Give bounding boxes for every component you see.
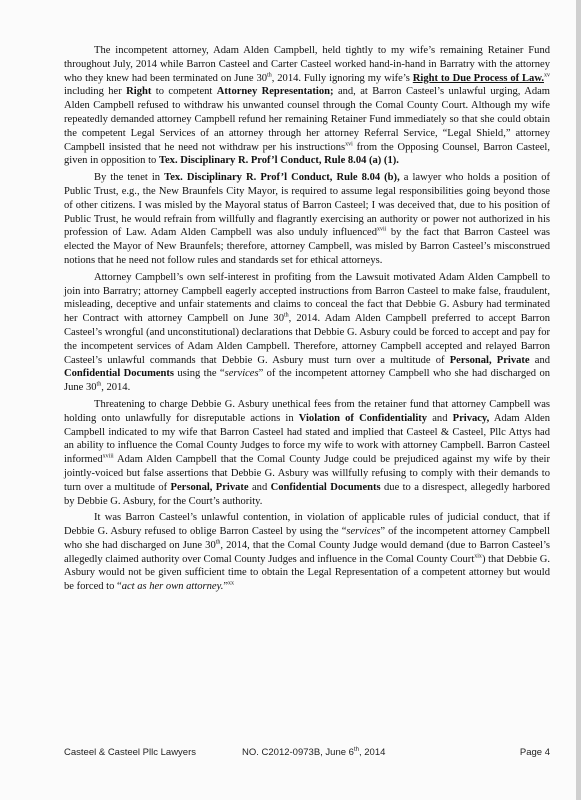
footer-case-number: NO. C2012-0973B, June 6th, 2014 <box>242 746 386 758</box>
paragraph-3: Attorney Campbell’s own self-interest in profiting from the Lawsuit motivated Adam Alden Campbell to join into Barratry; attorney Campbell eagerly accepted instructions from Barron Casteel to make false, fraudulent, misleading, deceptive and unfair statements and claims to conceal the fact that Debbie G. Asbury had terminated her Contract with attorney Campbell on June 30th, 2014. Adam Alden Campbell preferred to accept Barron Casteel’s wrongful (and unconstitutional) declarations that Debbie G. Asbury could be forced to accept and pay for the incompetent services of Adam Alden Campbell. Therefore, attorney Campbell accepted and relayed Barron Casteel’s unlawful commands that Debbie G. Asbury must turn over a multitude of Personal, Private and Confidential Documents using the “services” of the incompetent attorney Campbell who she had discharged on June 30th, 2014. <box>64 271 551 394</box>
footer-page-number: Page 4 <box>519 747 550 758</box>
paragraph-1: The incompetent attorney, Adam Alden Campbell, held tightly to my wife’s remaining Retainer Fund throughout July, 2014 while Barron Casteel and Carter Casteel worked hand-in-hand in Barratry with the attorney who they knew had been terminated on June 30th, 2014. Fully ignoring my wife’s Right to Due Process of Law.$^{xv}$ including her Right to competent Attorney Representation; and, at Barron Casteel’s unlawful urging, Adam Alden Campbell refused to withdraw his unwanted counsel through the Comal County Court. Although my wife repeatedly demanded attorney Campbell refund her remaining Retainer Fund immediately so that she could obtain the competent Legal Services of an attorney through her attorney Referral Service, “Legal Shield,” attorney Campbell insisted that he need not withdraw per his instructions$^{xvi}$ from the Opposing Counsel, Barron Casteel, given in opposition to Tex. Disciplinary R. Prof’l Conduct, Rule 8.04 (a) (1). <box>64 45 551 167</box>
document-body <box>64 44 550 597</box>
scan-edge <box>576 0 581 800</box>
paragraph-5: It was Barron Casteel’s unlawful contention, in violation of applicable rules of judicial conduct, that if Debbie G. Asbury refused to oblige Barron Casteel by using the “services” of the incompetent attorney Campbell who she had discharged on June 30th, 2014, that the Comal County Judge would demand (due to Barron Casteel’s allegedly claimed authority over Comal County Judges and influence in the Comal County Court$^{xix}$) that Debbie G. Asbury would not be given sufficient time to obtain the Legal Representation of a competent attorney but would be forced to “act as her own attorney.”$^{xx}$ <box>64 512 550 593</box>
page-footer <box>64 747 550 761</box>
paragraph-2: By the tenet in Tex. Disciplinary R. Prof’l Conduct, Rule 8.04 (b), a lawyer who holds a position of Public Trust, e.g., the New Braunfels City Mayor, is required to assume legal responsibilities going beyond those of other citizens. I was misled by the Mayoral status of Barron Casteel; I was deceived that, due to his position of Public Trust, he would refrain from willfully and flagrantly exercising an authority or power not authorized in his profession of Law. Adam Alden Campbell was also unduly influenced$^{xvii}$ by the fact that Barron Casteel was elected the Mayor of New Braunfels; therefore, attorney Campbell, was misled by Barron Casteel’s misconstrued notions that he need not follow rules and standards set for ethical attorneys. <box>64 172 550 266</box>
footer-firm: Casteel & Casteel Pllc Lawyers <box>64 747 196 758</box>
paragraph-4: Threatening to charge Debbie G. Asbury unethical fees from the retainer fund that attorney Campbell was holding onto unlawfully for disreputable actions in Violation of Confidentiality and Privacy, Adam Alden Campbell indicated to my wife that Barron Casteel had stated and implied that Casteel & Casteel, Pllc Attys had an ability to influence the Comal County Judges to force my wife to work with attorney Campbell. Barron Casteel informed$^{xviii}$ Adam Alden Campbell that the Comal County Judge could be prejudiced against my wife by their jointly-voiced but false assertions that Debbie G. Asbury was willfully refusing to comply with their demands to turn over a multitude of Personal, Private and Confidential Documents due to a disrespect, allegedly harbored by Debbie G. Asbury, for the Court’s authority. <box>64 398 550 507</box>
